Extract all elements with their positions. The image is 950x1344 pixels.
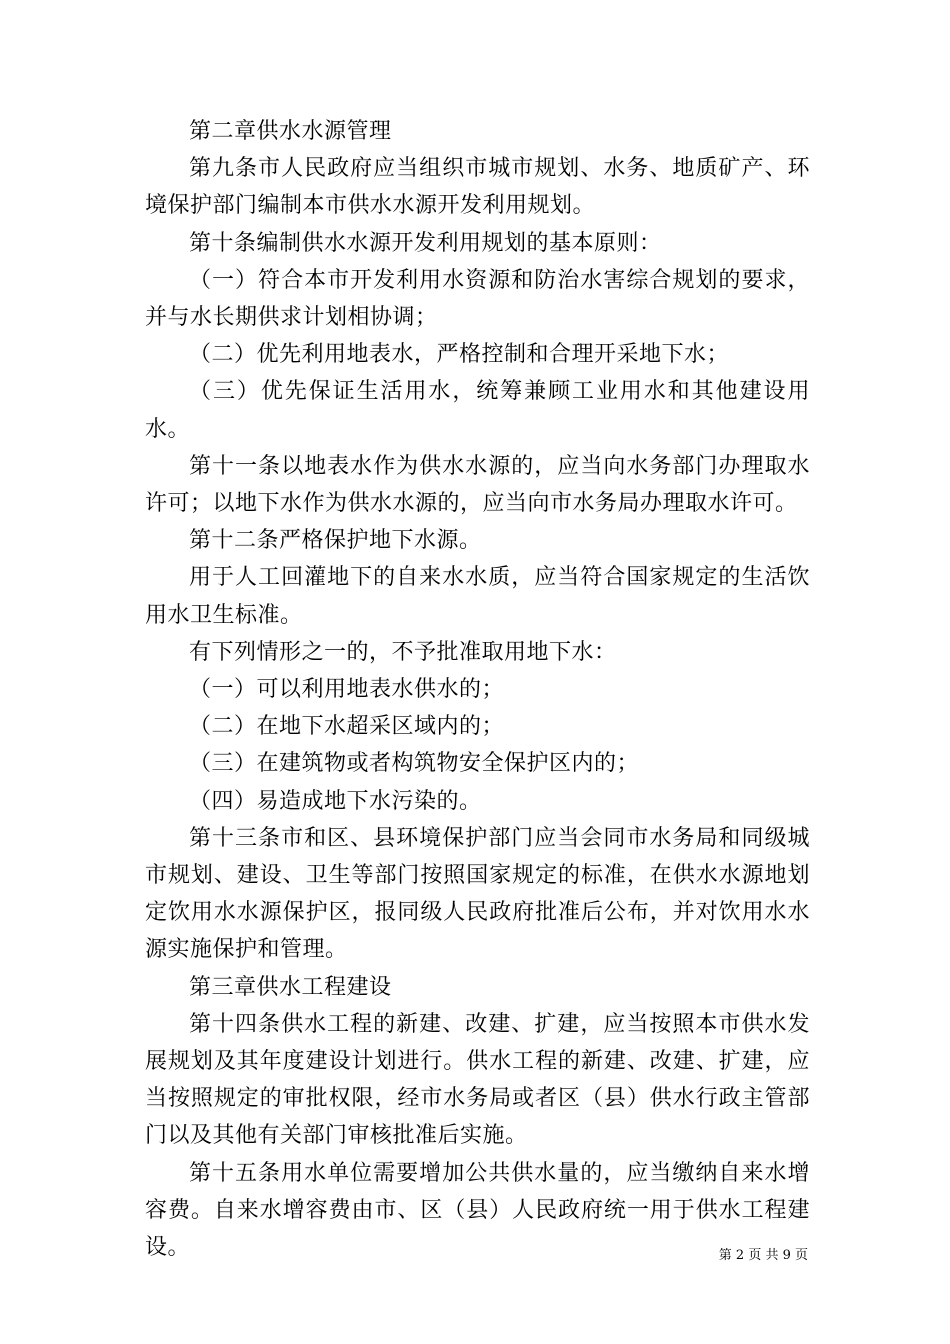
article-paragraph: 第十二条严格保护地下水源。: [189, 528, 482, 554]
document-body: [145, 113, 810, 1266]
list-item-paragraph: （一）可以利用地表水供水的；: [189, 677, 505, 703]
list-item-paragraph: （三）在建筑物或者构筑物安全保护区内的；: [189, 751, 640, 777]
body-paragraph: 有下列情形之一的，不予批准取用地下水：: [189, 639, 617, 665]
article-paragraph: 第九条市人民政府应当组织市城市规划、水务、地质矿产、环境保护部门编制本市供水水源开发利用规划。: [145, 156, 810, 219]
list-item-paragraph: （四）易造成地下水污染的。: [189, 788, 482, 814]
list-item-paragraph: （二）优先利用地表水，严格控制和合理开采地下水；: [189, 342, 730, 368]
list-item-paragraph: （三）优先保证生活用水，统筹兼顾工业用水和其他建设用水。: [145, 379, 810, 442]
chapter-heading: 第二章供水水源管理: [189, 119, 392, 144]
article-paragraph: 第十五条用水单位需要增加公共供水量的，应当缴纳自来水增容费。自来水增容费由市、区（县）人民政府统一用于供水工程建设。: [145, 1160, 810, 1261]
list-item-paragraph: （一）符合本市开发利用水资源和防治水害综合规划的要求，并与水长期供求计划相协调；: [145, 267, 810, 331]
article-paragraph: 第十一条以地表水作为供水水源的，应当向水务部门办理取水许可；以地下水作为供水水源的，应当向市水务局办理取水许可。: [145, 453, 810, 517]
chapter-heading: 第三章供水工程建设: [189, 974, 392, 1000]
page-number-footer: 第 2 页 共 9 页: [718, 1248, 808, 1263]
article-paragraph: 第十三条市和区、县环境保护部门应当会同市水务局和同级城市规划、建设、卫生等部门按照国家规定的标准，在供水水源地划定饮用水水源保护区，报同级人民政府批准后公布，并对饮用水水源实施保护和管理。: [145, 825, 810, 963]
article-paragraph: 第十条编制供水水源开发利用规划的基本原则：: [189, 230, 662, 256]
article-paragraph: 第十四条供水工程的新建、改建、扩建，应当按照本市供水发展规划及其年度建设计划进行。供水工程的新建、改建、扩建，应当按照规定的审批权限，经市水务局或者区（县）供水行政主管部门以及其他有关部门审核批准后实施。: [145, 1011, 810, 1149]
body-paragraph: 用于人工回灌地下的自来水水质，应当符合国家规定的生活饮用水卫生标准。: [145, 565, 810, 628]
list-item-paragraph: （二）在地下水超采区域内的；: [189, 714, 505, 740]
